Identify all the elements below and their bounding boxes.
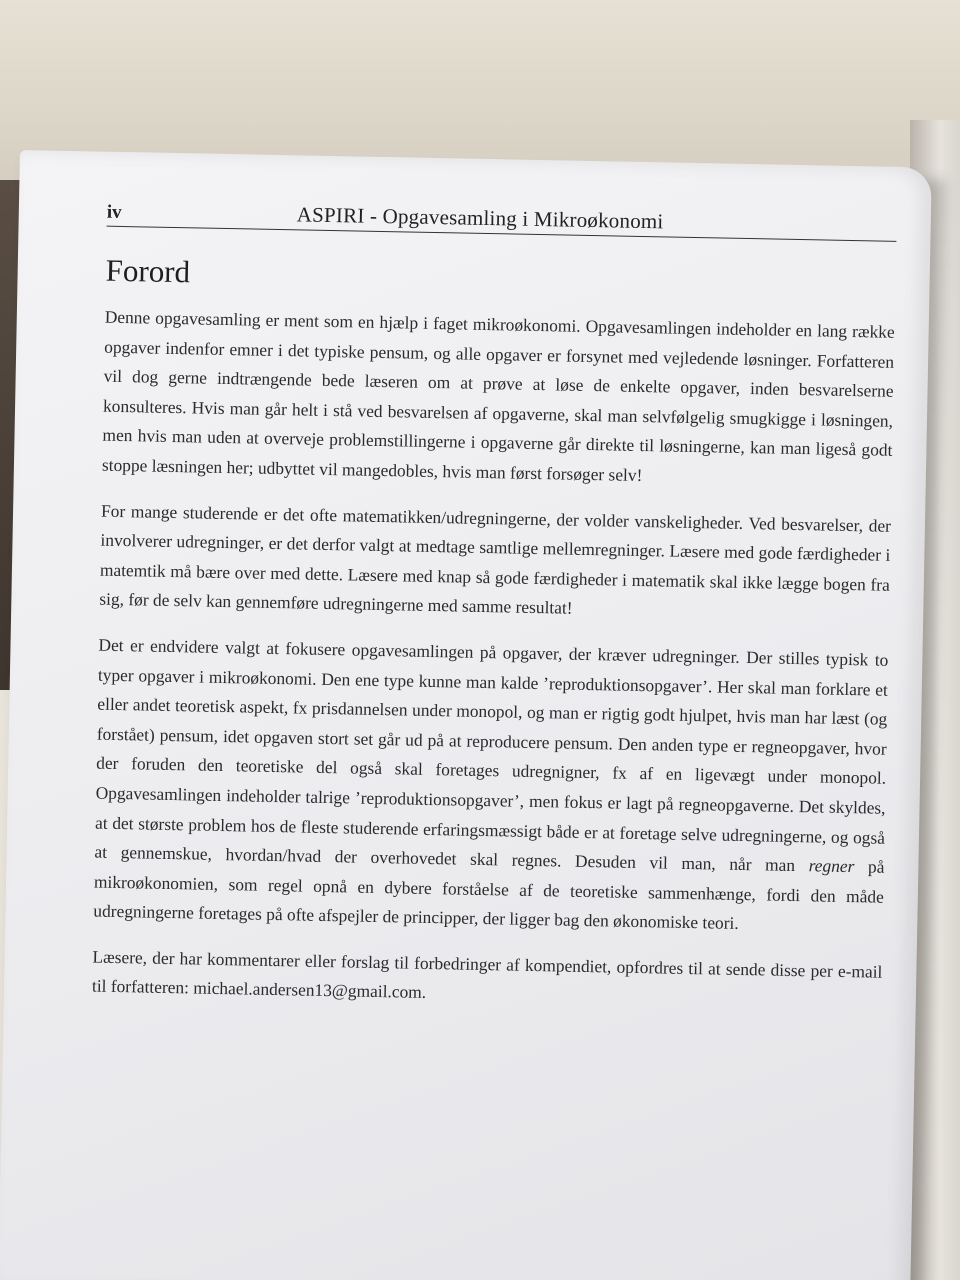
paragraph-1: Denne opgavesamling er ment som en hjælp i faget mikroøkonomi. Opgavesamlingen indeholder en lang række opgaver indenfor emner i det typiske pensum, og alle opgaver er forsynet med vejledende løsninger. Forfatteren vil dog gerne indtrængende bede læseren om at prøve at løse de enkelte opgaver, inden besvarelserne konsulteres. Hvis man går helt i stå ved besvarelsen af opgaverne, skal man selvfølgelig smugkigge i løsningen, men hvis man uden at overveje problemstillingerne i opgaverne går direkte til løsningerne, kan man ligeså godt stoppe læsningen her; udbyttet vil mangedobles, hvis man først forsøger selv! <box>101 306 895 485</box>
paragraph-3-part-2: på mikroøkonomien, som regel opnå en dybere forståelse af de teoretiske sammenhænge, fordi den måde udregningerne foretages på ofte afspejler de principper, der ligger bag den økonomiske teori. <box>93 856 885 934</box>
section-heading: Forord <box>105 252 191 290</box>
paragraph-3 <box>93 631 889 942</box>
running-title: ASPIRI - Opgavesamling i Mikroøkonomi <box>296 202 664 234</box>
running-header <box>107 192 898 242</box>
paragraph-3-emphasis: regner <box>808 855 855 877</box>
page-content <box>91 192 897 1033</box>
book-page <box>0 150 932 1280</box>
paragraph-2: For mange studerende er det ofte matematikken/udregningerne, der volder vanskeligheder. Ved besvarelser, der involverer udregninger, er det derfor valgt at medtage samtlige mellemregninger. Læsere med gode færdigheder i matemtik må bære over med dette. Læsere med knap så gode færdigheder i matematik skal ikke lægge bogen fra sig, før de selv kan gennemføre udregningerne med samme resultat! <box>99 500 892 619</box>
paragraph-3-part-1: Det er endvidere valgt at fokusere opgavesamlingen på opgaver, der kræver udregninger. Der stilles typisk to typer opgaver i mikroøkonomi. Den ene type kunne man kalde ’reproduktionsopgaver’. Her skal man forklare et eller andet teoretisk aspekt, fx prisdannelsen under monopol, og man er rigtig godt hjulpet, hvis man har læst (og forstået) pensum, idet opgaven stort set går ud på at reproducere pensum. Den anden type er regneopgaver, hvor der foruden den teoretiske del også skal foretages udregnigner, fx af en ligevægt under monopol. Opgavesamlingen indeholder talrige ’reproduktionsopgaver’, men fokus er lagt på regneopgaverne. Det skyldes, at det største problem hos de fleste studerende erfaringsmæssigt både er at foretage selve udregningerne, og også at gennemskue, hvordan/hvad der overhovedet skal regnes. Desuden vil man, når man <box>94 634 889 876</box>
paragraph-4: Læsere, der har kommentarer eller forslag til forbedringer af kompendiet, opfordres til at sende disse per e-mail til forfatteren: michael.andersen13@gmail.com. <box>91 946 883 1003</box>
page-number: iv <box>106 201 122 223</box>
